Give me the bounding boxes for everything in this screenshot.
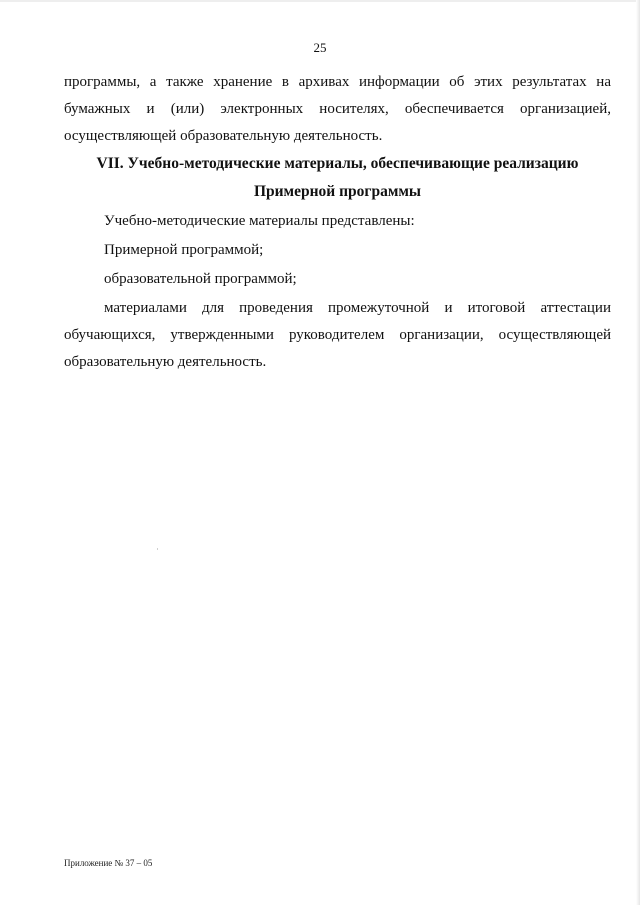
document-footer: Приложение № 37 – 05 — [64, 858, 153, 868]
page-edge-top — [0, 0, 640, 2]
list-item-2: образовательной программой; — [104, 271, 297, 287]
page-number: 25 — [313, 40, 327, 55]
continuation-paragraph: программы, а также хранение в архивах информации об этих результатах на бумажных и (или) электронных носителях, обеспечивается организацией, осуществляющей образовательную деятельность. — [64, 74, 611, 144]
page-edge-right — [636, 0, 640, 905]
document-body — [64, 69, 611, 376]
list-item-3: материалами для проведения промежуточной и итоговой аттестации обучающихся, утвержденными руководителем организации, осуществляющей образовательную деятельность. — [64, 300, 611, 370]
section-heading-line-2: Примерной программы — [253, 183, 422, 200]
section-heading-line-1: VII. Учебно-методические материалы, обеспечивающие реализацию — [96, 155, 579, 172]
scan-speck — [157, 548, 158, 550]
intro-line: Учебно-методические материалы представлены: — [104, 213, 415, 229]
list-item-1: Примерной программой; — [104, 242, 264, 258]
